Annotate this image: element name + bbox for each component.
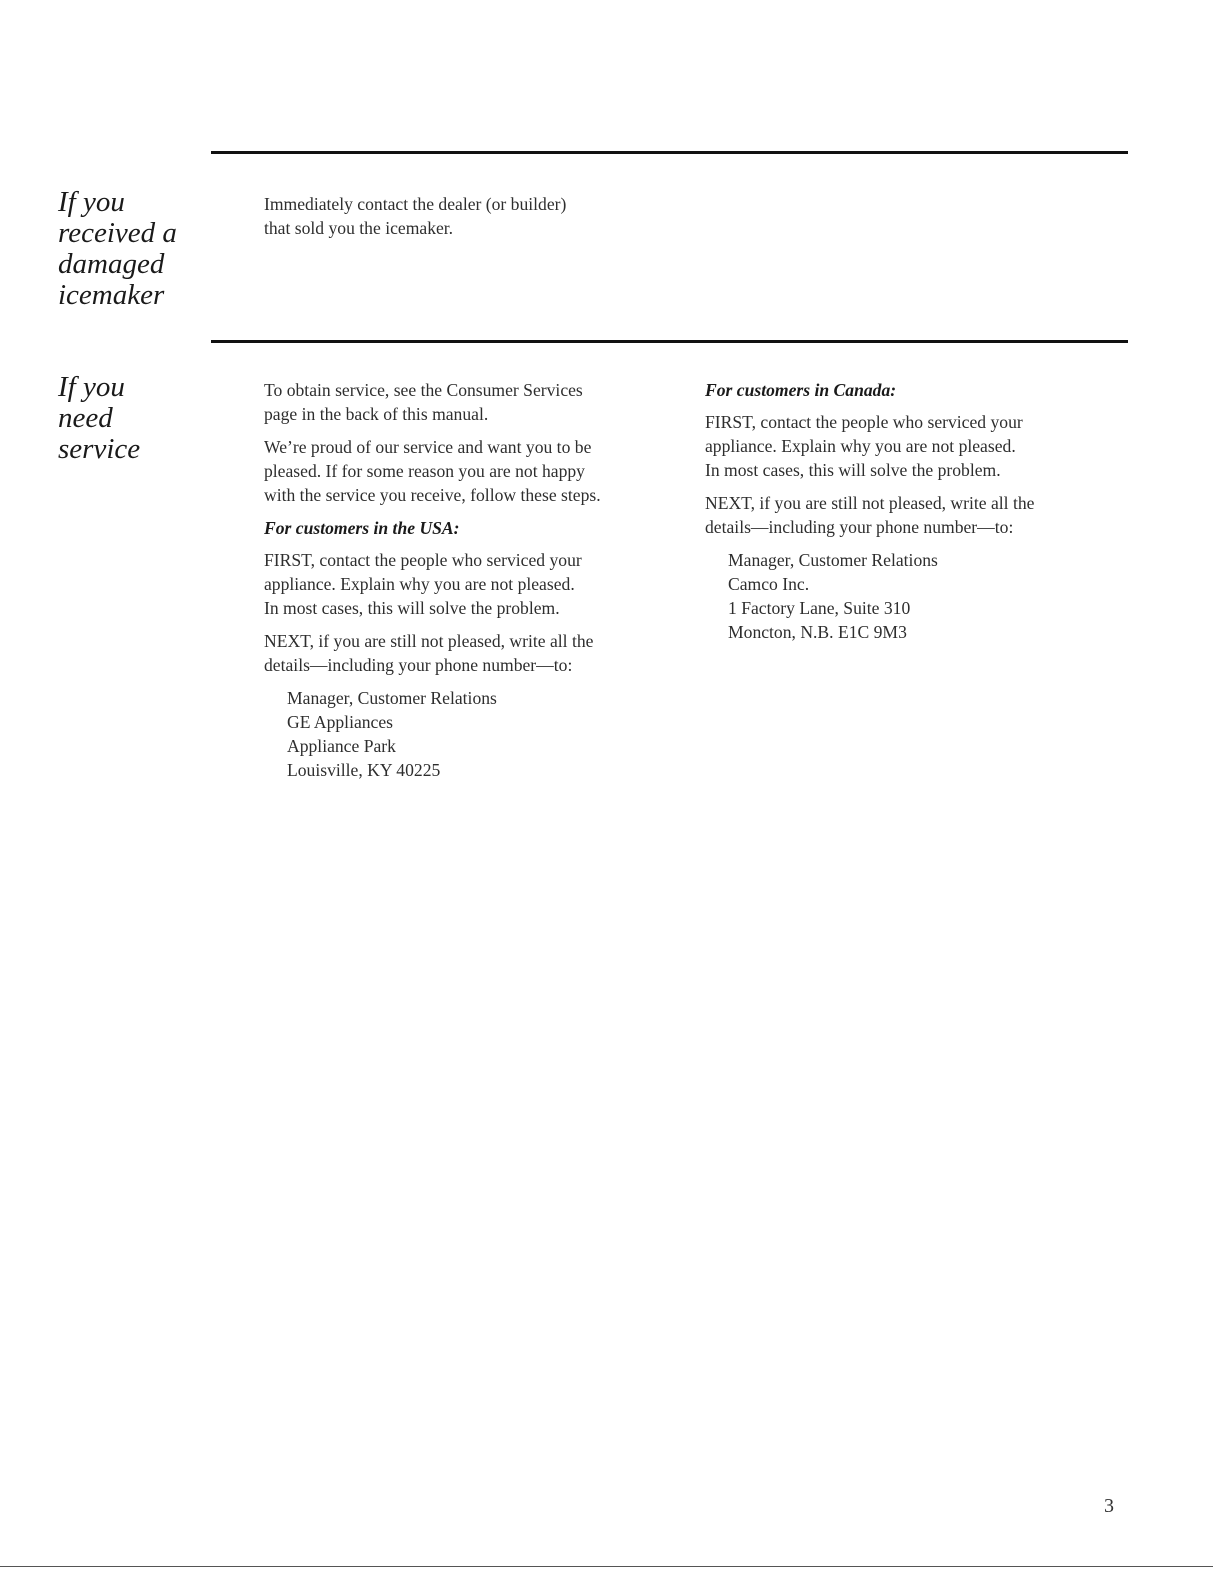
top-rule <box>211 151 1128 154</box>
body-line: To obtain service, see the Consumer Services <box>264 380 583 400</box>
body-line: details—including your phone number—to: <box>264 655 573 675</box>
usa-service-column <box>264 378 601 782</box>
body-line: NEXT, if you are still not pleased, write all the <box>264 631 594 651</box>
need-service-heading <box>58 372 140 465</box>
usa-address <box>287 686 601 782</box>
body-line: Immediately contact the dealer (or builder) <box>264 194 567 214</box>
usa-subheading: For customers in the USA: <box>264 518 460 538</box>
body-line: that sold you the icemaker. <box>264 218 454 238</box>
heading-line: If you <box>58 371 125 403</box>
body-line: We’re proud of our service and want you to be <box>264 437 592 457</box>
body-line: NEXT, if you are still not pleased, write all the <box>705 493 1035 513</box>
body-line: page in the back of this manual. <box>264 404 489 424</box>
body-line: with the service you receive, follow these steps. <box>264 485 601 505</box>
body-line: appliance. Explain why you are not pleased. <box>705 436 1016 456</box>
heading-line: received a <box>58 217 177 249</box>
address-line: Camco Inc. <box>728 574 810 594</box>
address-line: 1 Factory Lane, Suite 310 <box>728 598 911 618</box>
address-line: Manager, Customer Relations <box>728 550 938 570</box>
heading-line: If you <box>58 186 125 218</box>
page-number: 3 <box>1104 1495 1114 1517</box>
canada-address <box>728 548 1034 644</box>
address-line: Louisville, KY 40225 <box>287 760 441 780</box>
address-line: Moncton, N.B. E1C 9M3 <box>728 622 907 642</box>
heading-line: service <box>58 433 141 465</box>
damaged-icemaker-heading <box>58 187 177 311</box>
bottom-edge-line <box>0 1566 1213 1567</box>
section-divider-rule <box>211 340 1128 343</box>
body-line: FIRST, contact the people who serviced your <box>705 412 1023 432</box>
usa-next-paragraph <box>264 629 601 677</box>
heading-line: need <box>58 402 113 434</box>
body-line: FIRST, contact the people who serviced your <box>264 550 582 570</box>
proud-service-paragraph <box>264 435 601 507</box>
address-line: Appliance Park <box>287 736 396 756</box>
body-line: pleased. If for some reason you are not happy <box>264 461 585 481</box>
body-line: appliance. Explain why you are not pleased. <box>264 574 575 594</box>
body-line: In most cases, this will solve the problem. <box>705 460 1001 480</box>
canada-next-paragraph <box>705 491 1034 539</box>
address-line: Manager, Customer Relations <box>287 688 497 708</box>
body-line: In most cases, this will solve the problem. <box>264 598 560 618</box>
usa-first-paragraph <box>264 548 601 620</box>
canada-subheading: For customers in Canada: <box>705 380 897 400</box>
heading-line: icemaker <box>58 279 165 311</box>
damaged-icemaker-body <box>264 192 566 249</box>
heading-line: damaged <box>58 248 165 280</box>
canada-first-paragraph <box>705 410 1034 482</box>
body-line: details—including your phone number—to: <box>705 517 1014 537</box>
address-line: GE Appliances <box>287 712 394 732</box>
canada-service-column <box>705 378 1034 644</box>
obtain-service-paragraph <box>264 378 601 426</box>
